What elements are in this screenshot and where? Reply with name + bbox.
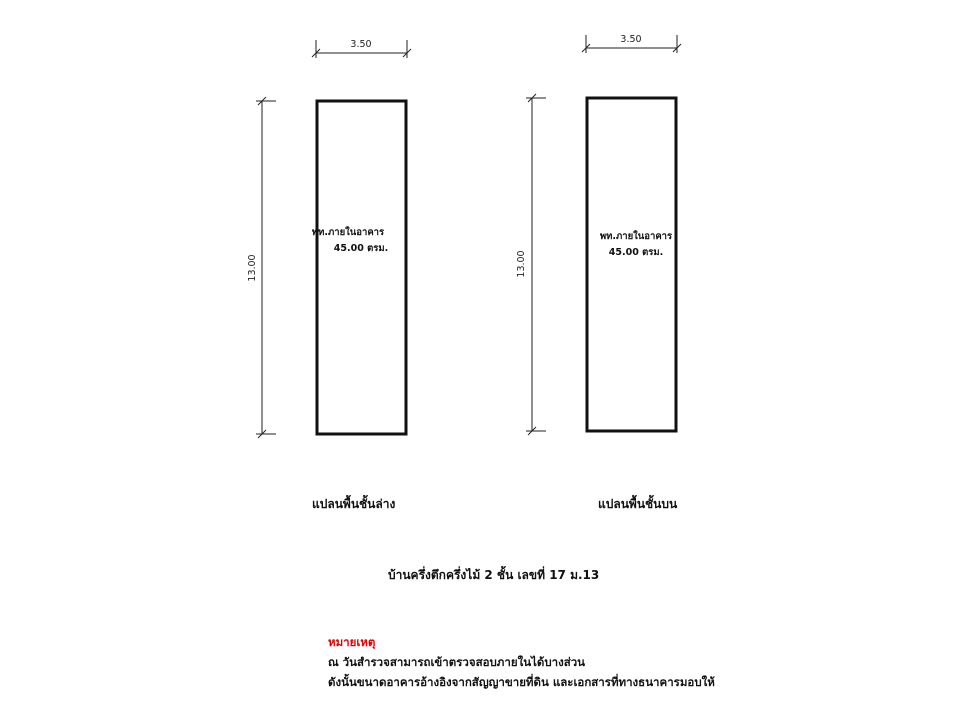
house-subtitle: บ้านครึ่งตึกครึ่งไม้ 2 ชั้น เลขที่ 17 ม.13 [388, 568, 600, 582]
notes-title: หมายเหตุ [328, 635, 376, 649]
notes-block [328, 632, 715, 692]
room-name-upper: พท.ภายในอาคาร [599, 231, 673, 242]
width-label-upper: 3.50 [620, 34, 642, 45]
notes-line-1: ณ วันสำรวจสามารถเข้าตรวจสอบภายในได้บางส่วน [328, 655, 586, 669]
plan-ground-floor [247, 39, 411, 438]
length-label-ground: 13.00 [247, 254, 258, 282]
room-name-ground: พท.ภายในอาคาร [311, 227, 385, 238]
floor-outline-upper [587, 98, 676, 431]
room-area-ground: 45.00 ตรม. [333, 243, 389, 254]
length-dimension-ground [256, 97, 276, 438]
width-label-ground: 3.50 [350, 39, 372, 50]
room-area-upper: 45.00 ตรม. [608, 247, 664, 258]
caption-ground-floor: แปลนพื้นชั้นล่าง [312, 497, 396, 511]
plan-upper-floor [516, 34, 681, 435]
floor-outline-ground [317, 101, 406, 434]
length-dimension-upper [526, 94, 546, 435]
caption-upper-floor: แปลนพื้นชั้นบน [598, 497, 678, 511]
notes-line-2: ดังนั้นขนาดอาคารอ้างอิงจากสัญญาขายที่ดิน และเอกสารที่ทางธนาคารมอบให้ [328, 675, 715, 689]
length-label-upper: 13.00 [516, 250, 527, 278]
